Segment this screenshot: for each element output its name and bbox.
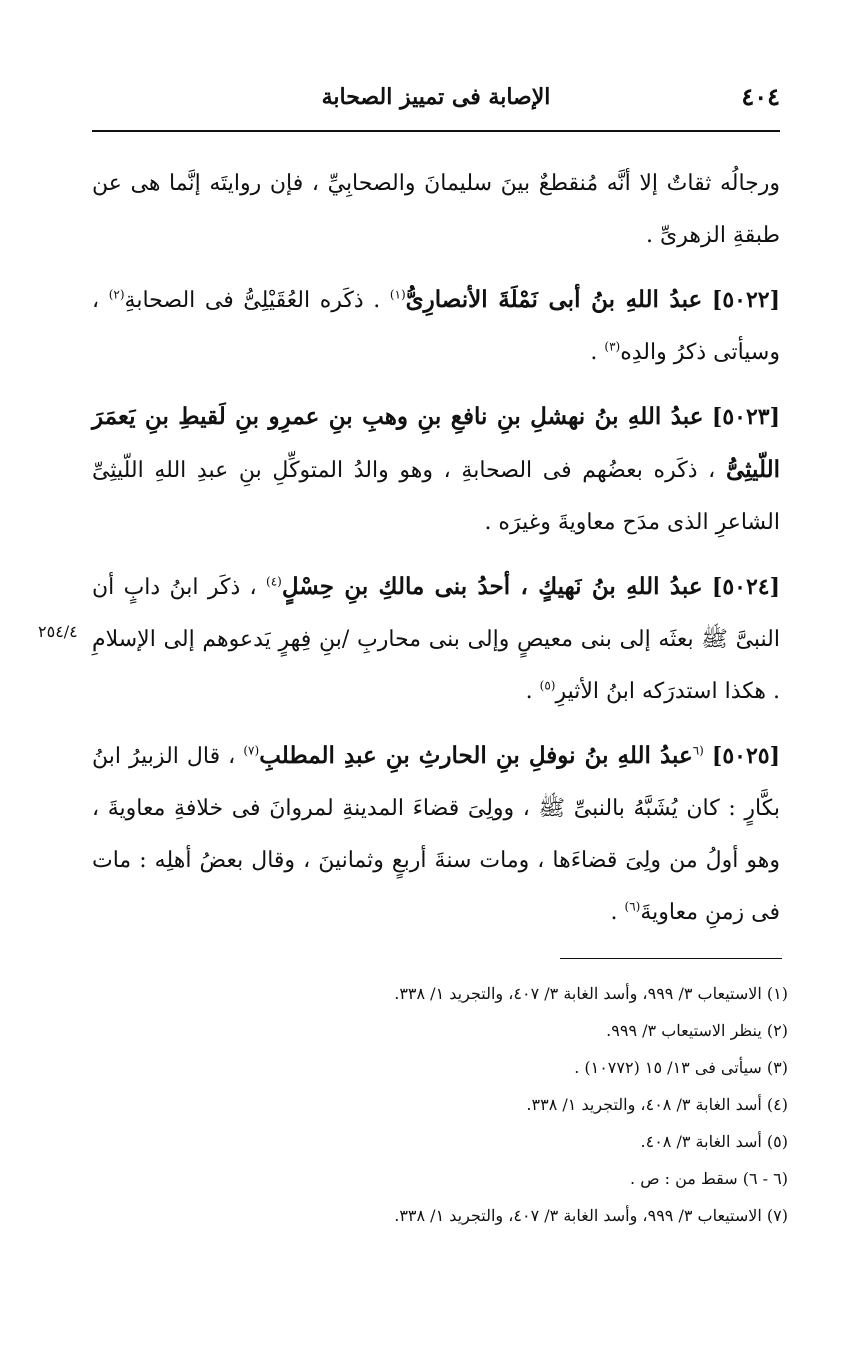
- entry-heading: عبدُ اللهِ بنُ نوفلِ بنِ الحارثِ بنِ عبدِ المطلبِ: [259, 742, 693, 769]
- footnote-2: (٢) ينظر الاستيعاب ٣/ ٩٩٩.: [606, 1021, 788, 1040]
- entry-heading: عبدُ اللهِ بنُ أبى نَمْلَةَ الأنصارِىُّ: [405, 286, 703, 313]
- entry-number: [٥٠٢٣]: [711, 404, 780, 430]
- footnote-5: (٥) أسد الغابة ٣/ ٤٠٨.: [640, 1132, 788, 1151]
- footnote-marker: (٥): [539, 678, 556, 693]
- footnote-marker: (٧): [243, 743, 260, 758]
- footnote-rule: [560, 958, 782, 959]
- paragraph-continuation: [92, 158, 780, 262]
- entry-text-end: .: [590, 340, 598, 365]
- entry-5024: [92, 561, 780, 718]
- entry-text-end: .: [525, 679, 533, 704]
- footnote-marker: (١): [389, 287, 406, 302]
- margin-reference: ٢٥٤/٤: [38, 622, 78, 641]
- footnote-marker: (٦): [624, 899, 641, 914]
- entry-number: [٥٠٢٤]: [711, 574, 780, 600]
- entry-text-end: .: [610, 900, 618, 925]
- header-rule: [92, 130, 780, 132]
- entry-5025: [92, 730, 780, 939]
- entry-text: ، قال الزبيرُ ابنُ بكَّارٍ : كان يُشَبَّهُ بالنبىِّ ﷺ ، وولِىَ قضاءَ المدينةِ لمروانَ فى خلافةِ معاويةَ ، وهو أولُ من ولِىَ قضاءَها ، ومات سنةَ أربعٍ وثمانينَ ، وقال بعضُ أهلِه : مات فى زمنِ معاويةَ: [92, 744, 780, 925]
- paragraph-text: ورجالُه ثقاتٌ إلا أنَّه مُنقطعٌ بينَ سليمانَ والصحابِيِّ ، فإن روايتَه إنَّما هى عن طبقةِ الزهرىِّ .: [92, 171, 780, 248]
- footnote-3: (٣) سيأتى فى ١٣/ ١٥ (١٠٧٧٢) .: [574, 1058, 788, 1077]
- page-header: [92, 78, 780, 124]
- entry-number: [٥٠٢٥]: [711, 743, 781, 769]
- entry-5023: [92, 391, 780, 549]
- footnote-marker: (٢): [108, 287, 125, 302]
- footnote-4: (٤) أسد الغابة ٣/ ٤٠٨، والتجريد ١/ ٣٣٨.: [526, 1095, 788, 1114]
- entry-text: ، ذكَر ابنُ دابٍ أن النبىَّ ﷺ بعثَه إلى بنى معيصٍ وإلى بنى محاربِ /بنِ فِهرٍ يَدعوهم إلى الإسلامِ . هكذا استدرَكه ابنُ الأثيرِ: [92, 575, 780, 704]
- entry-heading: عبدُ اللهِ بنُ نهشلِ بنِ نافعِ بنِ وهبِ بنِ عمرِو بنِ لَقيطِ بنِ يَعمَرَ اللّيثِىُّ: [92, 403, 781, 483]
- book-title: الإصابة فى تمييز الصحابة: [321, 84, 551, 110]
- footnote-6: (٦ - ٦) سقط من : ص .: [630, 1169, 788, 1188]
- footnote-1: (١) الاستيعاب ٣/ ٩٩٩، وأسد الغابة ٣/ ٤٠٧، والتجريد ١/ ٣٣٨.: [394, 984, 788, 1003]
- footnote-marker: (٤): [266, 574, 282, 589]
- footnote-marker: (٦: [692, 743, 704, 758]
- entry-text: ، ذكَره بعضُهم فى الصحابةِ ، وهو والدُ المتوكِّلِ بنِ عبدِ اللهِ اللّيثِىِّ الشاعرِ الذى مدَح معاويةَ وغيرَه .: [92, 458, 780, 535]
- page-number: ٤٠٤: [741, 82, 780, 111]
- entry-heading: عبدُ اللهِ بنُ نَهيكٍ ، أحدُ بنى مالكِ بنِ حِسْلٍ: [281, 573, 703, 600]
- main-text: [92, 158, 780, 951]
- footnote-7: (٧) الاستيعاب ٣/ ٩٩٩، وأسد الغابة ٣/ ٤٠٧، والتجريد ١/ ٣٣٨.: [394, 1206, 788, 1225]
- entry-5022: [٥٠٢٢] عبدُ اللهِ بنُ أبى نَمْلَةَ الأنصارِىُّ$^{(١)}$ . ذكَره العُقَيْلِىُّ فى الصحابةِ$^{(٢)}$ ، وسيأتى ذكرُ والدِه$^{(٣)}$ .: [92, 286, 781, 365]
- footnote-marker: (٣): [604, 339, 621, 354]
- entry-number: [٥٠٢٢]: [711, 287, 781, 313]
- entry-text-continued: ، وسيأتى ذكرُ والدِه: [92, 288, 780, 365]
- entry-text: ذكَره العُقَيْلِىُّ فى الصحابةِ: [124, 288, 364, 313]
- footnotes: [200, 975, 788, 1234]
